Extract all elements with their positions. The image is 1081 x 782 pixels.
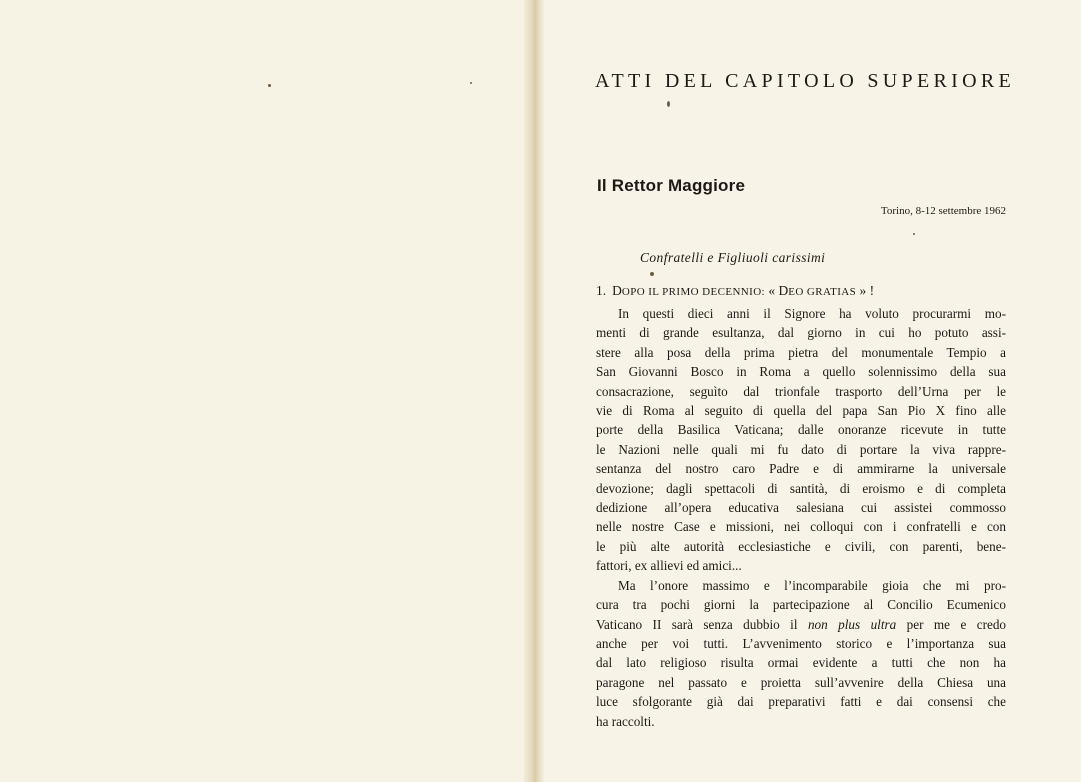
left-page-blank: [0, 0, 536, 782]
text-line: stere alla posa della prima pietra del monumentale Tempio a: [596, 344, 1006, 360]
italic-phrase: non plus ultra: [807, 616, 897, 632]
text-line: nelle nostre Case e missioni, nei colloqui con i confratelli e con: [596, 519, 1006, 535]
paper-speck: [667, 101, 670, 107]
book-gutter: [524, 0, 544, 782]
paper-speck: [268, 84, 271, 87]
text-line: menti di grande esultanza, dal giorno in cui ho potuto assi-: [596, 325, 1006, 341]
heading-initial: D: [612, 283, 622, 298]
publication-header: ATTI DEL CAPITOLO SUPERIORE: [595, 70, 1015, 92]
text-line: dal lato religioso risulta ormai evidente a tutti che non ha: [596, 655, 1006, 671]
heading-quote-text: EO GRATIAS: [788, 286, 857, 298]
heading-quote-close: » !: [859, 283, 875, 298]
text-line: luce sfolgorante già dai preparativi fatti e dai consensi che: [596, 694, 1006, 710]
salutation: Confratelli e Figliuoli carissimi: [640, 250, 826, 265]
text-line: anche per voi tutti. L’avvenimento storico e l’importanza sua: [596, 635, 1006, 651]
text-line: consacrazione, seguìto dal trionfale trasporto dell’Urna per le: [596, 383, 1006, 399]
text-line: ha raccolti.: [596, 713, 655, 729]
heading-quote-open: « D: [768, 283, 789, 298]
text-line: vie di Roma al seguito di quella del papa San Pio X fino alle: [596, 403, 1006, 419]
paper-speck: [913, 233, 915, 235]
paper-speck: [470, 82, 472, 84]
heading-text: OPO IL PRIMO DECENNIO:: [621, 286, 766, 298]
text-line: paragone nel passato e proietta sull’avvenire della Chiesa una: [596, 674, 1006, 690]
paper-speck: [650, 272, 654, 276]
text-line: Ma l’onore massimo e l’incomparabile gioia che mi pro-: [618, 577, 1006, 593]
text-line: devozione; dagli spettacoli di santità, di eroismo e di completa: [596, 480, 1006, 496]
text-line: San Giovanni Bosco in Roma a quello solennissimo della sua: [596, 364, 1006, 380]
heading-number: 1.: [596, 283, 607, 298]
text-line: porte della Basilica Vaticana; dalle onoranze ricevute in tutte: [596, 422, 1006, 438]
text-line: In questi dieci anni il Signore ha voluto procurarmi mo-: [618, 306, 1006, 321]
text-line: le più alte autorità ecclesiastiche e civili, con parenti, bene-: [596, 538, 1006, 554]
text-line: fattori, ex allievi ed amici...: [596, 558, 742, 574]
text-segment: per me e credo: [906, 616, 1007, 632]
section-title: Il Rettor Maggiore: [597, 176, 746, 195]
text-line: sentanza del nostro caro Padre e di ammirarne la universale: [596, 461, 1006, 477]
chapter-heading: [596, 283, 874, 299]
text-line: dedizione all’opera educativa salesiana cui assistei commosso: [596, 500, 1006, 516]
letter-body: [596, 304, 1006, 731]
text-segment: Vaticano II sarà senza dubbio il: [596, 616, 798, 632]
text-line: cura tra pochi giorni la partecipazione al Concilio Ecumenico: [596, 597, 1006, 613]
text-line: le Nazioni nelle quali mi fu dato di portare la viva rappre-: [596, 441, 1006, 457]
text-line-with-italic: [596, 615, 1006, 634]
place-date: Torino, 8-12 settembre 1962: [880, 205, 1006, 217]
